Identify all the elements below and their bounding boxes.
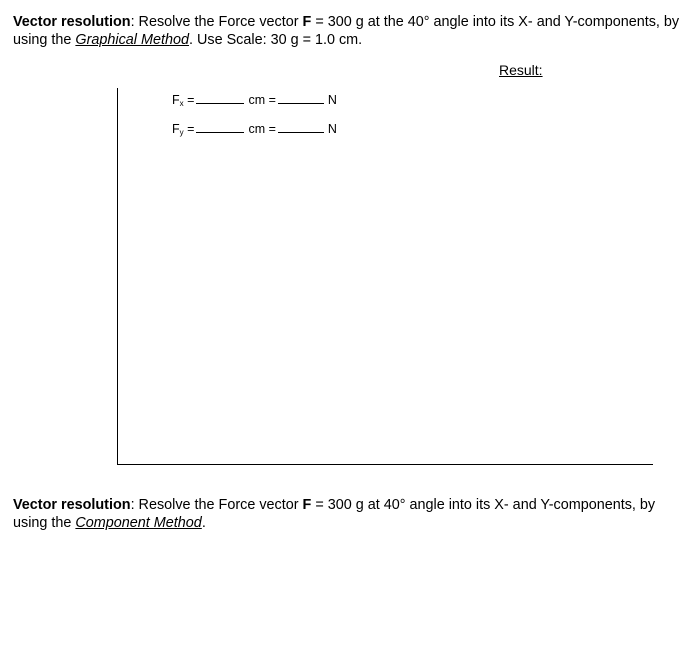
- question-text: : Resolve the Force vector: [130, 497, 303, 513]
- fx-newton-blank[interactable]: [278, 102, 324, 104]
- question-text: : Resolve the Force vector: [130, 14, 303, 30]
- fx-cm-blank[interactable]: [196, 102, 244, 104]
- fy-newton-blank[interactable]: [278, 131, 324, 133]
- question-text: = 300 g at 40° angle into its X- and Y-components, by using the: [13, 497, 656, 531]
- result-row-fy: [172, 121, 337, 141]
- result-row-fx: [172, 92, 337, 112]
- question-text: = 300 g at the 40° angle into its X- and Y-components, by using the: [13, 14, 680, 48]
- question-component-method: [13, 496, 689, 532]
- graph-axes: [117, 88, 653, 465]
- unit-newton: N: [327, 122, 337, 136]
- method-name: Graphical Method: [75, 32, 189, 48]
- force-symbol: F: [302, 14, 312, 30]
- question-text: .: [201, 515, 206, 531]
- unit-cm: cm =: [248, 93, 276, 107]
- force-symbol: F: [302, 497, 312, 513]
- question-title: Vector resolution: [13, 14, 131, 30]
- fy-cm-blank[interactable]: [196, 131, 244, 133]
- component-symbol: F: [172, 122, 180, 136]
- question-text: . Use Scale: 30 g = 1.0 cm.: [189, 32, 363, 48]
- equals-sign: =: [187, 122, 195, 136]
- component-symbol: F: [172, 93, 180, 107]
- result-label: Result:: [499, 62, 543, 78]
- question-graphical-method: [13, 13, 689, 49]
- equals-sign: =: [187, 93, 195, 107]
- method-name: Component Method: [75, 515, 202, 531]
- component-subscript: x: [179, 99, 184, 108]
- question-title: Vector resolution: [13, 497, 131, 513]
- unit-newton: N: [327, 93, 337, 107]
- unit-cm: cm =: [248, 122, 276, 136]
- component-subscript: y: [179, 128, 184, 137]
